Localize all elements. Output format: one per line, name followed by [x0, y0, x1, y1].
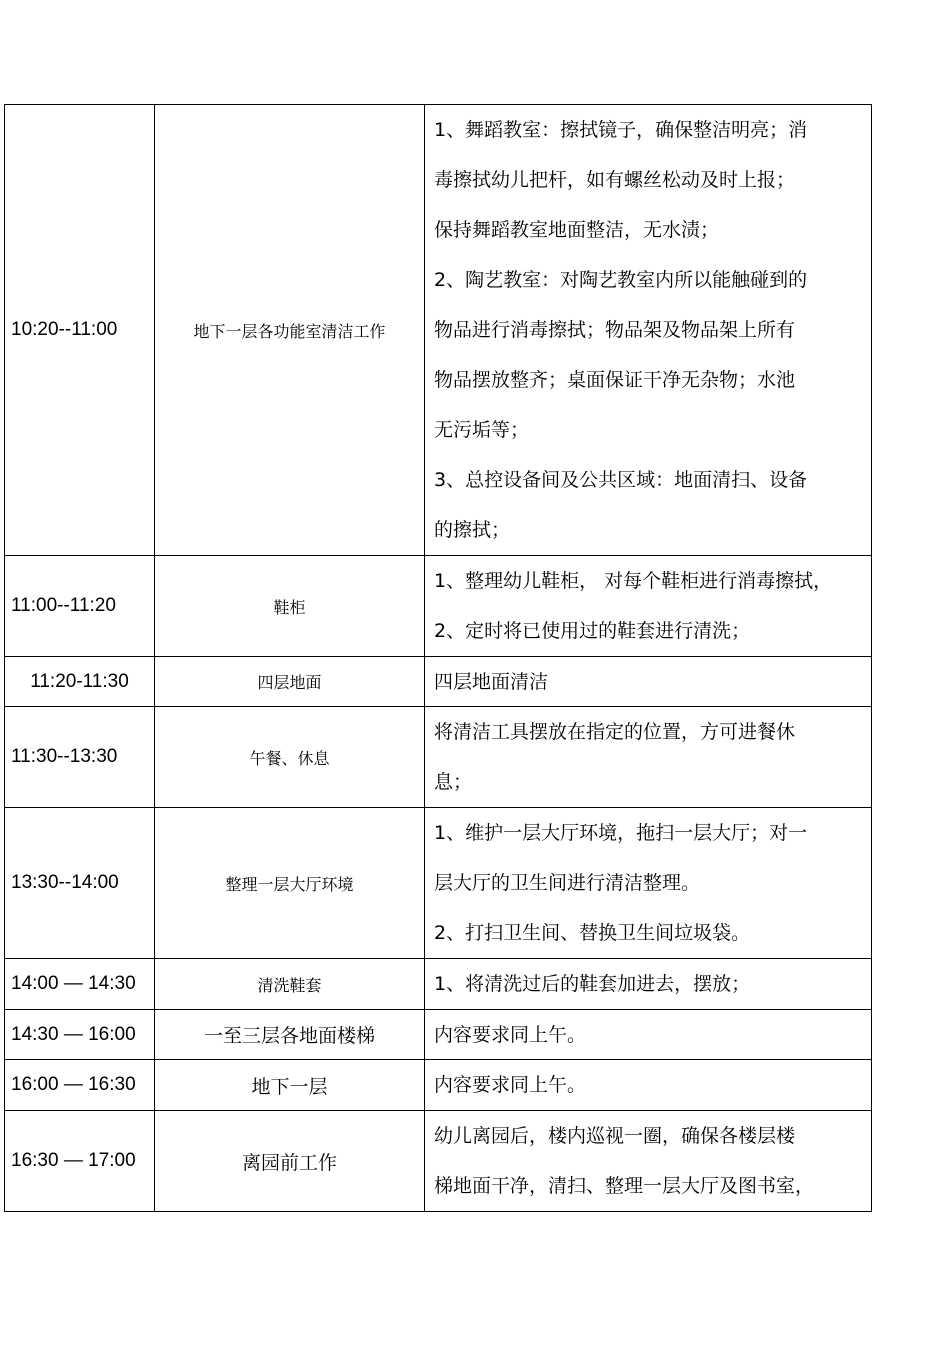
- table-row: [5, 808, 872, 959]
- task-cell: 整理一层大厅环境: [155, 808, 425, 959]
- schedule-table: [4, 104, 872, 1212]
- detail-line: 物品进行消毒擦拭；物品架及物品架上所有: [434, 319, 796, 341]
- detail-line: 内容要求同上午。: [434, 1023, 587, 1046]
- detail-line: 幼儿离园后，楼内巡视一圈，确保各楼层楼: [434, 1125, 796, 1147]
- time-cell: 16:00 — 16:30: [5, 1060, 155, 1111]
- task-cell: 鞋柜: [155, 556, 425, 657]
- table-row: [5, 105, 872, 556]
- table-row: [5, 1111, 872, 1212]
- detail-line: 毒擦拭幼儿把杆，如有螺丝松动及时上报；: [434, 169, 796, 191]
- detail-cell: [425, 707, 872, 808]
- table-row: [5, 707, 872, 808]
- detail-line: 2、定时将已使用过的鞋套进行清洗；: [434, 620, 751, 642]
- detail-cell: [425, 1060, 872, 1111]
- time-cell: 10:20--11:00: [5, 105, 155, 556]
- task-cell: 离园前工作: [155, 1111, 425, 1212]
- time-cell: 14:00 — 14:30: [5, 959, 155, 1010]
- detail-line: 1、舞蹈教室：擦拭镜子，确保整洁明亮；消: [434, 119, 808, 141]
- task-cell: 午餐、休息: [155, 707, 425, 808]
- detail-line: 3、总控设备间及公共区域：地面清扫、设备: [434, 469, 808, 491]
- time-cell: 11:20-11:30: [5, 657, 155, 707]
- detail-line: 的擦拭；: [434, 519, 511, 541]
- detail-line: 物品摆放整齐；桌面保证干净无杂物；水池: [434, 369, 796, 391]
- table-row: [5, 959, 872, 1010]
- detail-line: 无污垢等；: [434, 419, 530, 441]
- detail-cell: [425, 1111, 872, 1212]
- task-cell: 地下一层: [155, 1060, 425, 1111]
- detail-cell: [425, 556, 872, 657]
- task-cell: 四层地面: [155, 657, 425, 707]
- detail-line: 2、陶艺教室：对陶艺教室内所以能触碰到的: [434, 269, 808, 291]
- task-cell: 地下一层各功能室清洁工作: [155, 105, 425, 556]
- detail-cell: [425, 808, 872, 959]
- detail-line: 1、维护一层大厅环境，拖扫一层大厅；对一: [434, 822, 808, 844]
- detail-line: 内容要求同上午。: [434, 1074, 587, 1096]
- detail-cell: [425, 959, 872, 1010]
- time-cell: 16:30 — 17:00: [5, 1111, 155, 1212]
- detail-line: 层大厅的卫生间进行清洁整理。: [434, 872, 701, 894]
- detail-cell: [425, 1010, 872, 1060]
- detail-line: 四层地面清洁: [434, 670, 549, 693]
- detail-line: 1、整理幼儿鞋柜， 对每个鞋柜进行消毒擦拭，: [434, 570, 833, 592]
- detail-cell: [425, 105, 872, 556]
- time-cell: 11:30--13:30: [5, 707, 155, 808]
- detail-line: 1、将清洗过后的鞋套加进去，摆放；: [434, 973, 751, 995]
- detail-line: 保持舞蹈教室地面整洁，无水渍；: [434, 219, 720, 241]
- detail-line: 2、打扫卫生间、替换卫生间垃圾袋。: [434, 922, 751, 944]
- detail-line: 息；: [434, 771, 473, 793]
- time-cell: 13:30--14:00: [5, 808, 155, 959]
- table-row: [5, 657, 872, 707]
- detail-cell: [425, 657, 872, 707]
- time-cell: 11:00--11:20: [5, 556, 155, 657]
- time-cell: 14:30 — 16:00: [5, 1010, 155, 1060]
- table-row: [5, 1060, 872, 1111]
- table-row: [5, 1010, 872, 1060]
- task-cell: 一至三层各地面楼梯: [155, 1010, 425, 1060]
- detail-line: 将清洁工具摆放在指定的位置，方可进餐休: [434, 721, 796, 743]
- detail-line: 梯地面干净，清扫、整理一层大厅及图书室，: [434, 1175, 815, 1197]
- task-cell: 清洗鞋套: [155, 959, 425, 1010]
- table-row: [5, 556, 872, 657]
